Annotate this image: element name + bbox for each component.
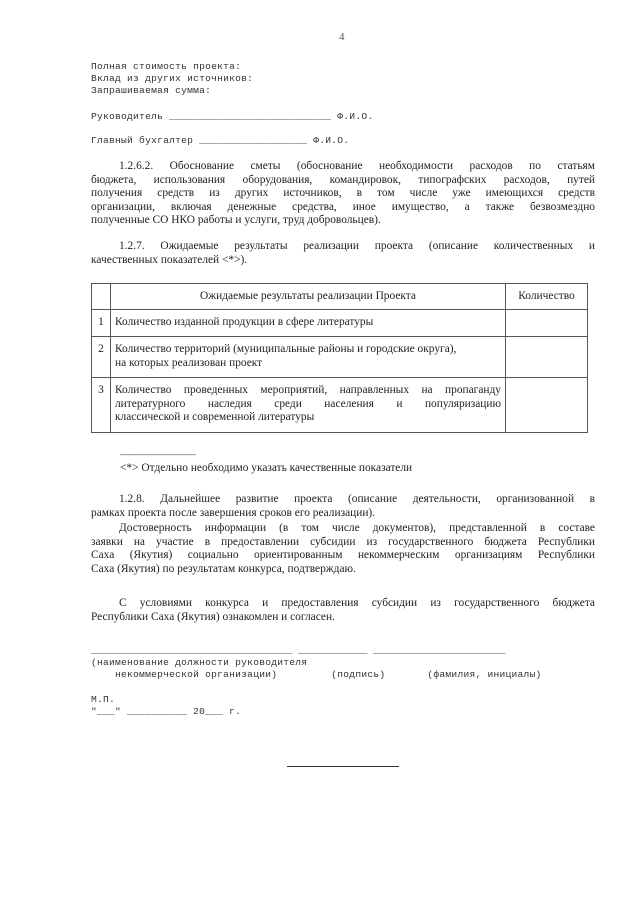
table-row-quantity <box>506 309 588 337</box>
table-row-quantity <box>506 337 588 378</box>
table-row-text <box>111 337 506 378</box>
certification-paragraph <box>91 522 595 576</box>
agreement-paragraph <box>91 597 595 624</box>
agreement-line: С условиями конкурса и предоставления субсидии из государственного бюджета <box>119 597 595 609</box>
section-128-line: рамках проекта после завершения сроков его реализации). <box>91 506 376 519</box>
certification-line: заявки на участие в предоставлении субсидии из государственного бюджета Республики <box>91 535 595 548</box>
page-number: 4 <box>339 31 345 43</box>
table-row <box>92 378 588 433</box>
section-128-line: 1.2.8. Дальнейшее развитие проекта (описание деятельности, организованной в <box>119 493 595 505</box>
table-row-quantity <box>506 378 588 433</box>
agreement-line: Республики Саха (Якутия) ознакомлен и согласен. <box>91 610 335 623</box>
section-1262-line: 1.2.6.2. Обоснование сметы (обоснование необходимости расходов по статьям <box>119 160 595 172</box>
stamp-label: М.П. <box>91 694 116 705</box>
signature-accountant: Главный бухгалтер __________________ Ф.И.О. <box>91 135 350 146</box>
section-1262-line: организации, включая денежные средства, иное имущество, а также безвозмездно <box>91 200 595 213</box>
budget-other-sources: Вклад из других источников: <box>91 73 254 84</box>
table-row-text-line: Количество территорий (муниципальные районы и городские округа), <box>115 343 457 355</box>
bottom-divider <box>287 766 399 767</box>
date-line: "___" __________ 20___ г. <box>91 706 242 717</box>
section-127-line: 1.2.7. Ожидаемые результаты реализации проекта (описание количественных и <box>119 240 595 252</box>
signature-caption-position: (наименование должности руководителя <box>91 657 308 668</box>
table-header-number <box>92 284 111 310</box>
table-row-text <box>111 309 506 337</box>
section-1262-line: полученные СО НКО работы и услуги, труд добровольцев). <box>91 214 381 226</box>
table-row-text-line: на которых реализован проект <box>115 356 263 369</box>
table-row-text <box>111 378 506 433</box>
table-row <box>92 309 588 337</box>
certification-line: Достоверность информации (в том числе документов), представленной в составе <box>119 522 595 534</box>
budget-requested: Запрашиваемая сумма: <box>91 85 212 96</box>
signature-head: Руководитель ___________________________ Ф.И.О. <box>91 111 374 122</box>
table-header-results: Ожидаемые результаты реализации Проекта <box>111 284 506 310</box>
table-row <box>92 337 588 378</box>
certification-line: Саха (Якутия) социально ориентированным некоммерческим организациям Республики <box>91 549 595 561</box>
signature-caption-row: некоммерческой организации) (подпись) (фамилия, инициалы) <box>91 669 542 680</box>
table-header-row <box>92 284 588 310</box>
section-1262-line: бюджета, использования оборудования, командировок, типографских расходов, путей <box>91 173 595 186</box>
section-128-paragraph <box>91 493 595 520</box>
certification-line: Саха (Якутия) по результатам конкурса, подтверждаю. <box>91 562 356 575</box>
budget-total-cost: Полная стоимость проекта: <box>91 61 242 72</box>
results-table <box>91 283 588 433</box>
table-header-quantity: Количество <box>506 284 588 310</box>
section-127-line: качественных показателей <*>). <box>91 253 248 266</box>
table-row-number: 2 <box>92 337 111 378</box>
signature-lines: ___________________________________ ____________ _______________________ <box>91 645 506 656</box>
section-1262-line: получения средств из других источников, в том числе уже имеющихся средств <box>91 187 595 199</box>
section-127-paragraph <box>91 240 595 267</box>
footnote-text: <*> Отдельно необходимо указать качественные показатели <box>120 462 413 474</box>
table-row-text-line: Количество изданной продукции в сфере литературы <box>115 315 374 328</box>
table-row-text-line: Количество проведенных мероприятий, направленных на пропаганду <box>115 384 501 396</box>
table-row-text-line: классической и современной литературы <box>115 411 315 423</box>
table-row-text-line: литературного наследия среди населения и популяризацию <box>115 397 501 410</box>
table-row-number: 1 <box>92 309 111 337</box>
section-1262-paragraph <box>91 160 595 228</box>
table-row-number: 3 <box>92 378 111 433</box>
footnote-separator: -------------------------------- <box>120 450 196 459</box>
